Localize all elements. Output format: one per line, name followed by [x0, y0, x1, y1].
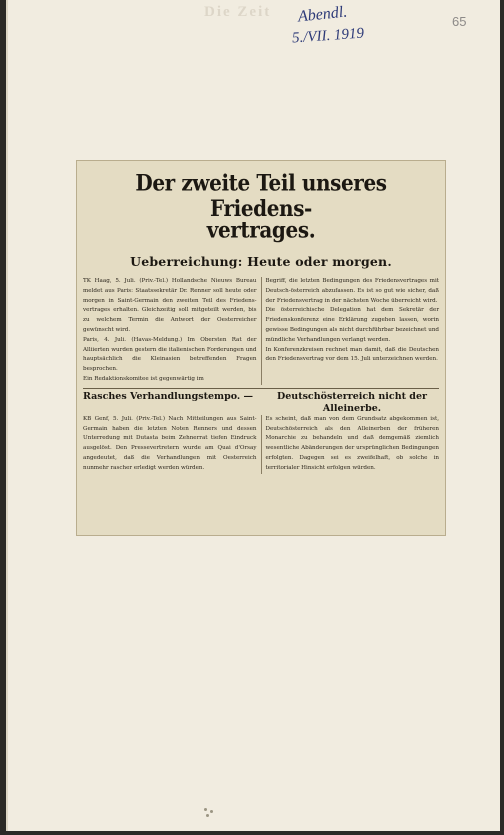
- section-divider: [83, 388, 439, 389]
- handwritten-edition-note: Abendl.: [297, 3, 349, 26]
- newspaper-clipping: [76, 160, 446, 536]
- section2-right-heading: Deutschösterreich nicht der Alleinerbe.: [277, 390, 427, 414]
- left-paragraph: Ein Redaktionskomitee ist gegenwärtig im: [83, 375, 204, 382]
- left-paragraph: Paris, 4. Juli. (Havas-Meldung.) Im Obersten Rat der Alliierten wurden gestern die italienischen Forderungen und hauptsächlich die Kleinasien betreffenden Fragen besprochen.: [83, 336, 257, 373]
- section2-left-column: [83, 415, 261, 474]
- faded-masthead-watermark: Die Zeit: [204, 4, 272, 20]
- section2-right-column: [261, 415, 440, 474]
- punch-marks: [204, 808, 218, 818]
- headline-line-1: Der zweite Teil unseres Friedens-: [135, 169, 387, 222]
- subheadline: Ueberreichung: Heute oder morgen.: [130, 254, 392, 269]
- archive-sheet: [6, 0, 500, 831]
- right-paragraph: Begriff, die letzten Bedingungen des Friedensvertrages mit Deutsch-österreich abzufassen. Es ist so gut wie sicher, daß der Friedensvertrag in der nächsten Woche überreicht wird.: [265, 278, 439, 304]
- right-paragraph: In Konferenzkreisen rechnet man damit, daß die Deutschen den Friedensvertrag vor dem 15. Juli unterzeichnen werden.: [265, 346, 439, 363]
- left-paragraph: TK Haag, 5. Juli. (Priv.-Tel.) Hollandsche Nieuws Bureau meldet aus Paris: Staatssekretär Dr. Renner soll heute oder morgen in Saint-Germain den zweiten Teil des Friedens-vertrages erhalten. Gleichzeitig soll mitgeteilt werden, bis zu welchem Termin die Antwort der Oesterreicher gewünscht wird.: [83, 278, 257, 333]
- right-column: [261, 277, 440, 385]
- handwritten-date: 5./VII. 1919: [291, 25, 365, 47]
- section2-left-paragraph: KB Genf, 5. Juli. (Priv.-Tel.) Nach Mitteilungen aus Saint-Germain haben die letzten Noten Renners und dessen Unterredung mit Dutasta beim Zehnerrat tiefen Eindruck ausgelöst. Den Pressevertretern wurde am Quai d'Orsay angedeutet, daß die Verhandlungen mit Oesterreich nunmehr rascher erledigt werden würden.: [83, 415, 257, 471]
- section2-headings: [83, 391, 439, 415]
- page-number: 65: [452, 14, 467, 29]
- section2-columns: [83, 415, 439, 474]
- section2-right-paragraph: Es scheint, daß man von dem Grundsatz abgekommen ist, Deutschösterreich als den Alleinerben der früheren Monarchie zu behandeln und daß demgemäß ziemlich wesentliche Abänderungen der ursprünglichen Bedingungen erfolgten. Dagegen sei es zweifelhaft, ob solche in territorialer Hinsicht erfolgen würden.: [265, 415, 439, 471]
- section2-left-heading: Rasches Verhandlungstempo. —: [83, 390, 253, 402]
- left-column: [83, 277, 261, 385]
- right-paragraph: Die österreichische Delegation hat dem Sekretär der Friedenskonferenz eine Erklärung zugehen lassen, worin gewisse Bedingungen als nicht durchführbar bezeichnet und mündliche Verhandlungen verlangt werden.: [265, 307, 439, 343]
- headline-line-2: vertrages.: [206, 216, 316, 244]
- article-columns: [83, 277, 439, 385]
